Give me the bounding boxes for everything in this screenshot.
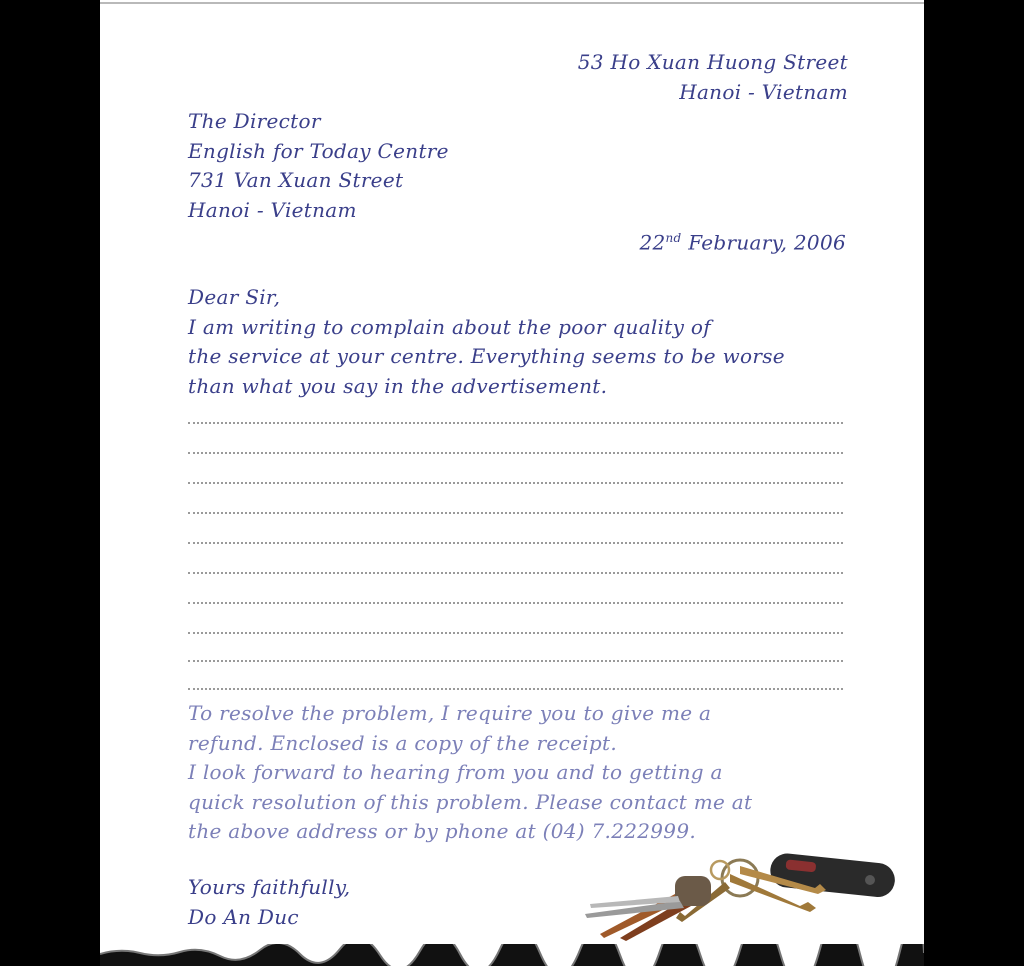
sender-address-line-1: 53 Ho Xuan Huong Street [577, 50, 848, 74]
blank-writing-line [188, 422, 843, 424]
sender-address-line-2: Hanoi - Vietnam [679, 79, 848, 104]
letter-date [639, 224, 846, 258]
letter-body-closing [188, 699, 752, 847]
torn-paper-edge [100, 944, 924, 966]
letter-page [100, 0, 924, 966]
blank-writing-line [188, 660, 843, 662]
letter-body-opening [188, 283, 785, 401]
sender-address [578, 48, 848, 107]
top-border-line [100, 2, 924, 4]
opening-line: than what you say in the advertisement. [188, 373, 608, 398]
recipient-line-2: English for Today Centre [188, 138, 449, 163]
date-suffix: nd [665, 231, 682, 245]
closing-line: refund. Enclosed is a copy of the receipt. [188, 730, 617, 755]
recipient-line-4: Hanoi - Vietnam [188, 197, 357, 222]
copper-keys-icon [585, 876, 711, 941]
car-key-fob-icon [769, 852, 897, 899]
signoff-block [188, 873, 350, 932]
blank-writing-line [188, 512, 843, 514]
closing-line: quick resolution of this problem. Please contact me at [188, 789, 753, 814]
blank-writing-line [188, 632, 843, 634]
recipient-line-3: 731 Van Xuan Street [188, 168, 404, 192]
closing-line: the above address or by phone at (04) 7.222999. [188, 819, 697, 843]
opening-line: the service at your centre. Everything seems to be worse [188, 344, 785, 368]
recipient-line-1: The Director [188, 109, 321, 133]
closing-line: I look forward to hearing from you and to getting a [188, 760, 723, 784]
blank-writing-line [188, 572, 843, 574]
keys-illustration [580, 846, 900, 941]
blank-writing-line [188, 688, 843, 690]
date-day: 22 [639, 230, 666, 255]
date-rest: February, 2006 [681, 230, 846, 255]
blank-writing-line [188, 602, 843, 604]
salutation: Dear Sir, [188, 285, 281, 309]
blank-writing-line [188, 542, 843, 544]
blank-writing-line [188, 452, 843, 454]
opening-line: I am writing to complain about the poor quality of [188, 314, 711, 339]
signature: Do An Duc [188, 904, 299, 929]
blank-writing-line [188, 482, 843, 484]
recipient-address [188, 107, 449, 225]
signoff: Yours faithfully, [188, 875, 351, 899]
closing-line: To resolve the problem, I require you to give me a [188, 701, 712, 725]
